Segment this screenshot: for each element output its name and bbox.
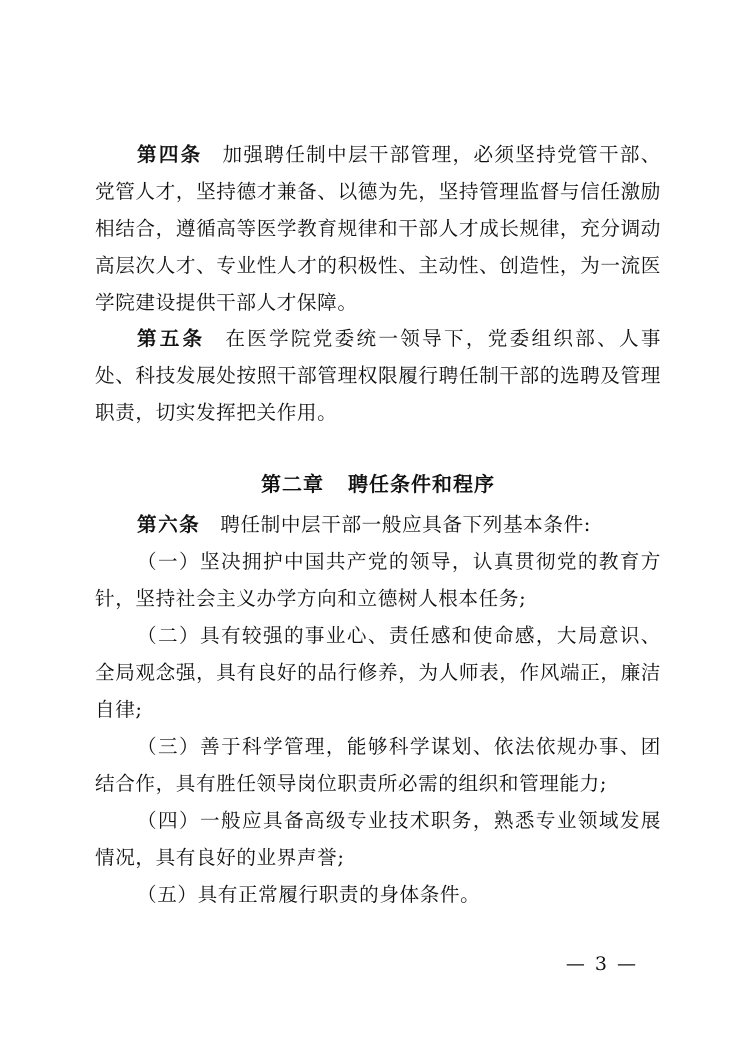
page-number: — 3 — (565, 953, 638, 975)
chapter-heading (95, 468, 661, 497)
article-6-text: 聘任制中层干部一般应具备下列基本条件: (220, 513, 591, 536)
article-4-paragraph (95, 136, 661, 321)
chapter-number: 第二章 (261, 472, 324, 496)
condition-item-2: （二）具有较强的事业心、责任感和使命感，大局意识、全局观念强，具有良好的品行修养，为人师表，作风端正，廉洁自律; (95, 624, 661, 721)
article-5-text: 在医学院党委统一领导下，党委组织部、人事处、科技发展处按照干部管理权限履行聘任制干部的选聘及管理职责，切实发挥把关作用。 (95, 327, 662, 424)
condition-item-3: （三）善于科学管理，能够科学谋划、依法依规办事、团结合作，具有胜任领导岗位职责所必需的组织和管理能力; (95, 735, 661, 795)
condition-item-1: （一）坚决拥护中国共产党的领导，认真贯彻党的教育方针，坚持社会主义办学方向和立德树人根本任务; (95, 550, 661, 610)
condition-item-5: （五）具有正常履行职责的身体条件。 (137, 883, 481, 906)
article-5-heading: 第五条 (137, 327, 206, 350)
article-5-paragraph (95, 320, 661, 431)
article-6-heading: 第六条 (137, 513, 201, 536)
article-6-paragraph (95, 506, 661, 543)
condition-item-4: （四）一般应具备高级专业技术职务，熟悉专业领域发展情况，具有良好的业界声誉; (95, 809, 661, 869)
article-4-text: 加强聘任制中层干部管理，必须坚持党管干部、党管人才，坚持德才兼备、以德为先，坚持管理监督与信任激励相结合，遵循高等医学教育规律和干部人才成长规律，充分调动高层次人才、专业性人才的积极性、主动性、创造性，为一流医学院建设提供干部人才保障。 (95, 143, 661, 314)
chapter-title: 聘任条件和程序 (348, 472, 495, 496)
article-4-heading: 第四条 (137, 143, 203, 166)
